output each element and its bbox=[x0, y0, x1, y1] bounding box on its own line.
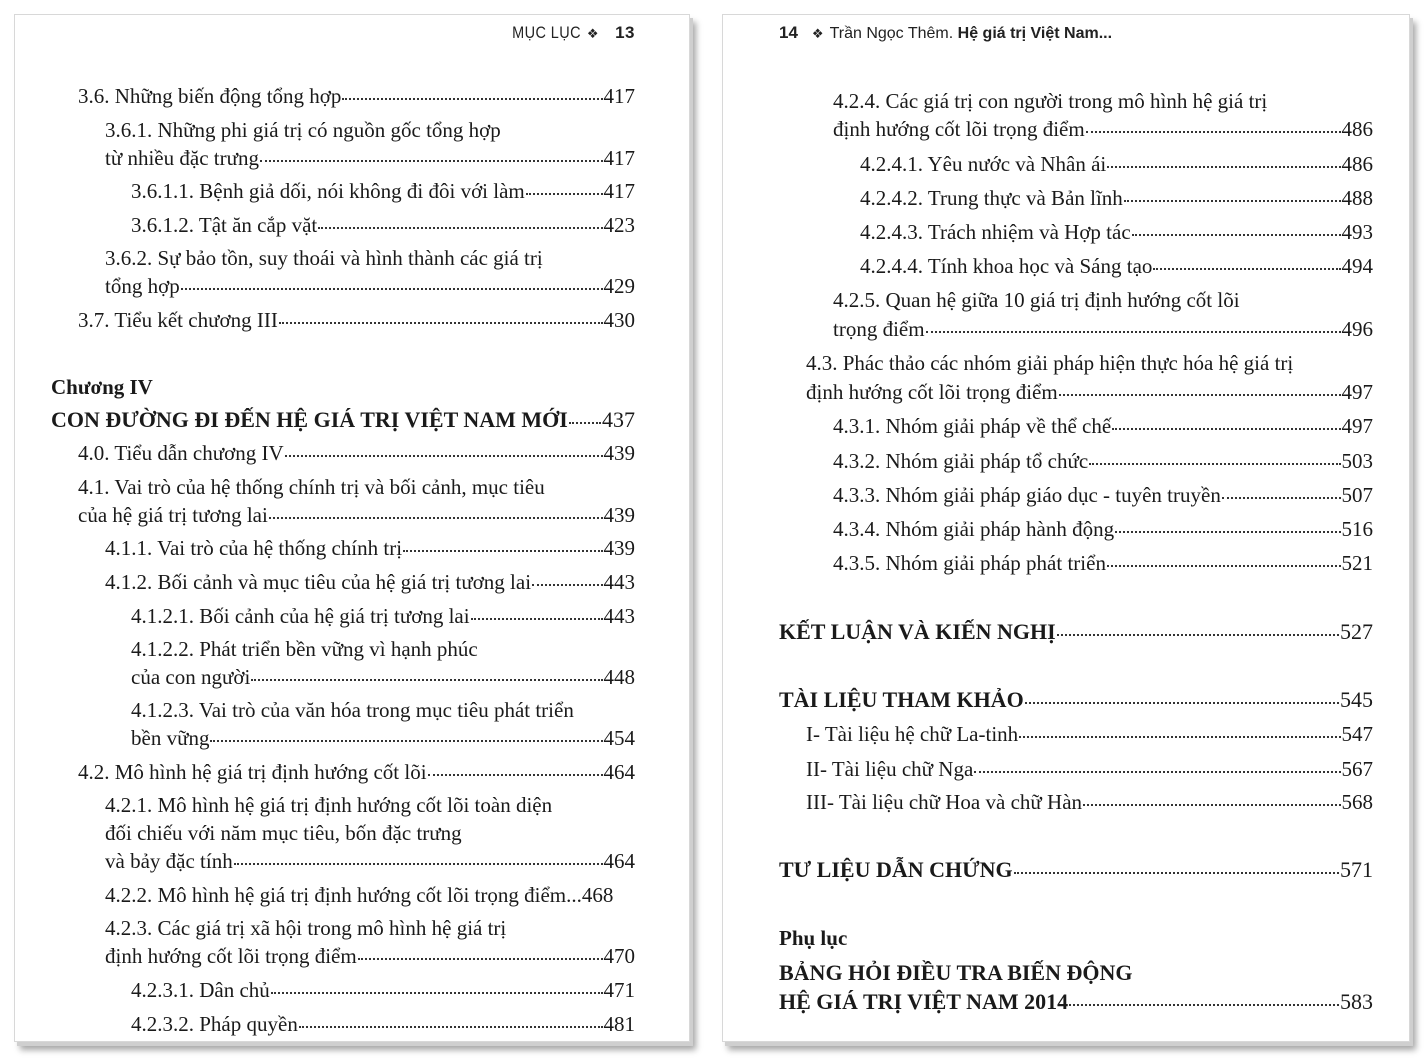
toc-entry bbox=[833, 548, 1373, 578]
toc-entry-page: 454 bbox=[603, 726, 635, 750]
toc-entry-title: 4.3.2. Nhóm giải pháp tổ chức bbox=[833, 449, 1089, 473]
chapter-heading bbox=[51, 405, 635, 435]
toc-entry-page: 468 bbox=[581, 883, 614, 907]
toc-entry-page: 437 bbox=[602, 407, 635, 432]
toc-entry-title: 3.7. Tiểu kết chương III bbox=[78, 308, 278, 332]
toc-entry-page: 503 bbox=[1341, 449, 1373, 473]
toc-entry bbox=[78, 438, 635, 468]
toc-entry-page: 464 bbox=[603, 760, 635, 784]
running-head-title: MỤC LỤC bbox=[512, 23, 581, 42]
toc-entry-title: 3.6.1.1. Bệnh giả dối, nói không đi đôi với làm bbox=[131, 179, 525, 203]
toc-entry-page: 430 bbox=[603, 308, 635, 332]
toc-entry-page: 494 bbox=[1341, 254, 1373, 278]
toc-entry-title: III- Tài liệu chữ Hoa và chữ Hàn bbox=[806, 790, 1083, 814]
toc-entry-title: 4.3.1. Nhóm giải pháp về thể chế bbox=[833, 414, 1112, 438]
running-head bbox=[779, 23, 1112, 43]
dot-leader bbox=[974, 769, 1340, 773]
toc-entry-page: 471 bbox=[603, 978, 635, 1002]
dot-leader bbox=[1059, 392, 1341, 396]
toc-entry-page: 448 bbox=[603, 665, 635, 689]
toc-entry-page: 488 bbox=[1341, 186, 1373, 210]
appendix-heading bbox=[779, 987, 1373, 1017]
toc-entry-page: 417 bbox=[603, 84, 635, 108]
dot-leader bbox=[271, 990, 603, 994]
toc-entry-page: 545 bbox=[1340, 687, 1373, 712]
toc-entry-title: 3.6.2. Sự bảo tồn, suy thoái và hình thành các giá trị bbox=[105, 246, 543, 270]
dot-leader bbox=[1083, 802, 1340, 806]
toc-entry-title: định hướng cốt lõi trọng điểm bbox=[105, 944, 357, 968]
toc-entry bbox=[806, 377, 1373, 407]
dot-leader bbox=[1019, 734, 1340, 738]
toc-entry-page: 439 bbox=[603, 536, 635, 560]
dot-leader bbox=[1025, 700, 1339, 704]
toc-entry bbox=[833, 446, 1373, 476]
dot-leader bbox=[403, 548, 602, 552]
toc-entry bbox=[105, 880, 635, 910]
toc-entry-page: 567 bbox=[1341, 757, 1373, 781]
toc-entry-page: 417 bbox=[603, 179, 635, 203]
toc-entry bbox=[105, 271, 635, 301]
toc-entry-page: 481 bbox=[603, 1012, 635, 1036]
toc-entry-title: 4.2.4.4. Tính khoa học và Sáng tạo bbox=[860, 254, 1153, 278]
toc-entry-page: 486 bbox=[1341, 152, 1373, 176]
toc-entry-title: 4.2.3.1. Dân chủ bbox=[131, 978, 270, 1002]
toc-entry-title: 4.3.5. Nhóm giải pháp phát triển bbox=[833, 551, 1106, 575]
toc-entry-title: 4.0. Tiểu dẫn chương IV bbox=[78, 441, 284, 465]
toc-entry bbox=[833, 480, 1373, 510]
toc-entry-page: 423 bbox=[603, 213, 635, 237]
toc-entry-page: 527 bbox=[1340, 619, 1373, 644]
toc-entry-page: 521 bbox=[1341, 551, 1373, 575]
toc-entry-title: 4.2.5. Quan hệ giữa 10 giá trị định hướng cốt lõi bbox=[833, 288, 1240, 312]
dot-leader bbox=[569, 420, 601, 424]
toc-entry-title: từ nhiều đặc trưng bbox=[105, 146, 259, 170]
toc-entry bbox=[806, 719, 1373, 749]
toc-entry bbox=[860, 149, 1373, 179]
dot-leader bbox=[260, 158, 603, 162]
dot-leader bbox=[299, 1024, 603, 1028]
toc-entry bbox=[833, 411, 1373, 441]
toc-entry bbox=[105, 567, 635, 597]
toc-entry-title: của con người bbox=[131, 665, 251, 689]
dot-leader bbox=[526, 191, 603, 195]
toc-entry-title: 4.2.3.2. Pháp quyền bbox=[131, 1012, 298, 1036]
toc-entry bbox=[806, 754, 1373, 784]
dot-leader bbox=[1057, 632, 1339, 636]
toc-entry-title: 4.2.2. Mô hình hệ giá trị định hướng cốt lõi trọng điểm... bbox=[105, 883, 582, 907]
dot-leader bbox=[471, 616, 603, 620]
dot-leader bbox=[1014, 870, 1339, 874]
diamond-ornament-icon: ❖ bbox=[811, 26, 824, 41]
toc-entry-page: 439 bbox=[603, 441, 635, 465]
section-heading bbox=[779, 855, 1373, 885]
toc-entry-title: II- Tài liệu chữ Nga bbox=[806, 757, 974, 781]
toc-entry-page: 568 bbox=[1341, 790, 1373, 814]
toc-entry-title: 3.6. Những biến động tổng hợp bbox=[78, 84, 342, 108]
toc-entry-title: của hệ giá trị tương lai bbox=[78, 503, 268, 527]
toc-entry-title: 4.2. Mô hình hệ giá trị định hướng cốt lõi bbox=[78, 760, 427, 784]
toc-entry-title: trọng điểm bbox=[833, 317, 925, 341]
toc-entry-page: 439 bbox=[603, 503, 635, 527]
toc-entry-title: TƯ LIỆU DẪN CHỨNG bbox=[779, 857, 1013, 882]
toc-entry-page: 417 bbox=[603, 146, 635, 170]
dot-leader bbox=[428, 772, 603, 776]
toc-entry bbox=[131, 975, 635, 1005]
toc-entry-title: 4.1. Vai trò của hệ thống chính trị và bối cảnh, mục tiêu bbox=[78, 475, 545, 499]
toc-entry bbox=[860, 251, 1373, 281]
chapter-label: Chương IV bbox=[51, 375, 153, 399]
toc-entry-title: 4.2.1. Mô hình hệ giá trị định hướng cốt lõi toàn diện bbox=[105, 793, 553, 817]
running-head bbox=[500, 23, 635, 43]
toc-entry-title: 3.6.1. Những phi giá trị có nguồn gốc tổng hợp bbox=[105, 118, 501, 142]
toc-entry bbox=[860, 183, 1373, 213]
toc-entry-title: CON ĐƯỜNG ĐI ĐẾN HỆ GIÁ TRỊ VIỆT NAM MỚI bbox=[51, 407, 568, 432]
toc-entry-title: định hướng cốt lõi trọng điểm bbox=[833, 117, 1085, 141]
dot-leader bbox=[1107, 563, 1341, 567]
dot-leader bbox=[269, 515, 603, 519]
dot-leader bbox=[1112, 426, 1340, 430]
dot-leader bbox=[285, 453, 603, 457]
toc-entry-title: 4.3.3. Nhóm giải pháp giáo dục - tuyên truyền bbox=[833, 483, 1221, 507]
toc-entry-title: 3.6.1.2. Tật ăn cắp vặt bbox=[131, 213, 318, 237]
dot-leader bbox=[279, 320, 603, 324]
toc-entry bbox=[105, 143, 635, 173]
dot-leader bbox=[342, 96, 602, 100]
page-number: 14 bbox=[779, 23, 798, 42]
toc-entry-title: tổng hợp bbox=[105, 274, 180, 298]
toc-entry-page: 443 bbox=[603, 604, 635, 628]
toc-entry-page: 443 bbox=[603, 570, 635, 594]
running-head-title: Hệ giá trị Việt Nam... bbox=[957, 25, 1113, 42]
left-page bbox=[14, 14, 690, 1042]
dot-leader bbox=[1086, 129, 1341, 133]
toc-entry-page: 507 bbox=[1341, 483, 1373, 507]
toc-entry bbox=[105, 941, 635, 971]
toc-entry-title: 4.1.2.3. Vai trò của văn hóa trong mục tiêu phát triển bbox=[131, 698, 574, 722]
toc-entry-title: 4.2.3. Các giá trị xã hội trong mô hình hệ giá trị bbox=[105, 916, 507, 940]
running-head-author: Trần Ngọc Thêm. bbox=[829, 25, 954, 42]
toc-entry-page: 516 bbox=[1341, 517, 1373, 541]
toc-entry-title: và bảy đặc tính bbox=[105, 849, 233, 873]
appendix-heading: BẢNG HỎI ĐIỀU TRA BIẾN ĐỘNG bbox=[779, 960, 1133, 985]
appendix-label: Phụ lục bbox=[779, 926, 848, 950]
toc-entry bbox=[860, 217, 1373, 247]
toc-entry bbox=[806, 787, 1373, 817]
dot-leader bbox=[251, 677, 602, 681]
toc-entry-title: định hướng cốt lõi trọng điểm bbox=[806, 380, 1058, 404]
toc-entry-title: đối chiếu với năm mục tiêu, bốn đặc trưng bbox=[105, 821, 462, 845]
dot-leader bbox=[1124, 198, 1341, 202]
diamond-ornament-icon: ❖ bbox=[586, 26, 600, 41]
toc-entry-title: HỆ GIÁ TRỊ VIỆT NAM 2014 bbox=[779, 989, 1069, 1014]
right-page bbox=[722, 14, 1410, 1042]
toc-entry-title: 4.2.4.1. Yêu nước và Nhân ái bbox=[860, 152, 1107, 176]
dot-leader bbox=[358, 956, 603, 960]
toc-entry bbox=[78, 305, 635, 335]
dot-leader bbox=[318, 225, 602, 229]
toc-entry-page: 571 bbox=[1340, 857, 1373, 882]
toc-entry-page: 496 bbox=[1341, 317, 1373, 341]
dot-leader bbox=[1115, 529, 1340, 533]
dot-leader bbox=[1089, 461, 1340, 465]
dot-leader bbox=[1153, 266, 1340, 270]
toc-entry-page: 497 bbox=[1341, 414, 1373, 438]
toc-entry bbox=[131, 176, 635, 206]
toc-entry-title: 4.2.4.2. Trung thực và Bản lĩnh bbox=[860, 186, 1123, 210]
toc-entry-title: 4.1.2. Bối cảnh và mục tiêu của hệ giá trị tương lai bbox=[105, 570, 532, 594]
toc-entry-title: 4.1.2.2. Phát triển bền vững vì hạnh phúc bbox=[131, 637, 478, 661]
dot-leader bbox=[532, 582, 602, 586]
toc-entry-title: KẾT LUẬN VÀ KIẾN NGHỊ bbox=[779, 619, 1056, 644]
toc-entry-title: 4.2.4. Các giá trị con người trong mô hình hệ giá trị bbox=[833, 89, 1268, 113]
toc-entry-title: 4.2.4.3. Trách nhiệm và Hợp tác bbox=[860, 220, 1131, 244]
toc-entry bbox=[131, 601, 635, 631]
dot-leader bbox=[1132, 232, 1341, 236]
toc-entry-title: 4.1.1. Vai trò của hệ thống chính trị bbox=[105, 536, 403, 560]
toc-entry bbox=[78, 500, 635, 530]
toc-entry-page: 497 bbox=[1341, 380, 1373, 404]
dot-leader bbox=[234, 861, 603, 865]
dot-leader bbox=[926, 329, 1341, 333]
toc-entry bbox=[833, 314, 1373, 344]
dot-leader bbox=[1222, 495, 1341, 499]
section-heading bbox=[779, 617, 1373, 647]
page-number: 13 bbox=[615, 23, 635, 42]
section-heading bbox=[779, 685, 1373, 715]
toc-entry-page: 464 bbox=[603, 849, 635, 873]
toc-entry bbox=[78, 757, 635, 787]
toc-entry bbox=[105, 533, 635, 563]
toc-entry-title: I- Tài liệu hệ chữ La-tinh bbox=[806, 722, 1019, 746]
toc-entry-page: 486 bbox=[1341, 117, 1373, 141]
toc-entry bbox=[833, 114, 1373, 144]
toc-entry-page: 547 bbox=[1341, 722, 1373, 746]
toc-entry-page: 470 bbox=[603, 944, 635, 968]
toc-entry bbox=[131, 662, 635, 692]
toc-entry bbox=[833, 514, 1373, 544]
toc-entry-page: 583 bbox=[1340, 989, 1373, 1014]
toc-entry-title: bền vững bbox=[131, 726, 210, 750]
toc-entry-page: 493 bbox=[1341, 220, 1373, 244]
toc-entry-title: 4.1.2.1. Bối cảnh của hệ giá trị tương lai bbox=[131, 604, 470, 628]
toc-entry-title: TÀI LIỆU THAM KHẢO bbox=[779, 687, 1024, 712]
toc-entry-page: 429 bbox=[603, 274, 635, 298]
toc-entry bbox=[78, 81, 635, 111]
dot-leader bbox=[1069, 1002, 1339, 1006]
toc-entry-title: 4.3.4. Nhóm giải pháp hành động bbox=[833, 517, 1115, 541]
toc-entry bbox=[105, 846, 635, 876]
dot-leader bbox=[210, 738, 602, 742]
toc-entry bbox=[131, 723, 635, 753]
dot-leader bbox=[181, 286, 603, 290]
toc-entry bbox=[131, 210, 635, 240]
dot-leader bbox=[1107, 164, 1340, 168]
toc-entry-title: 4.3. Phác thảo các nhóm giải pháp hiện thực hóa hệ giá trị bbox=[806, 351, 1294, 375]
toc-entry bbox=[131, 1009, 635, 1039]
